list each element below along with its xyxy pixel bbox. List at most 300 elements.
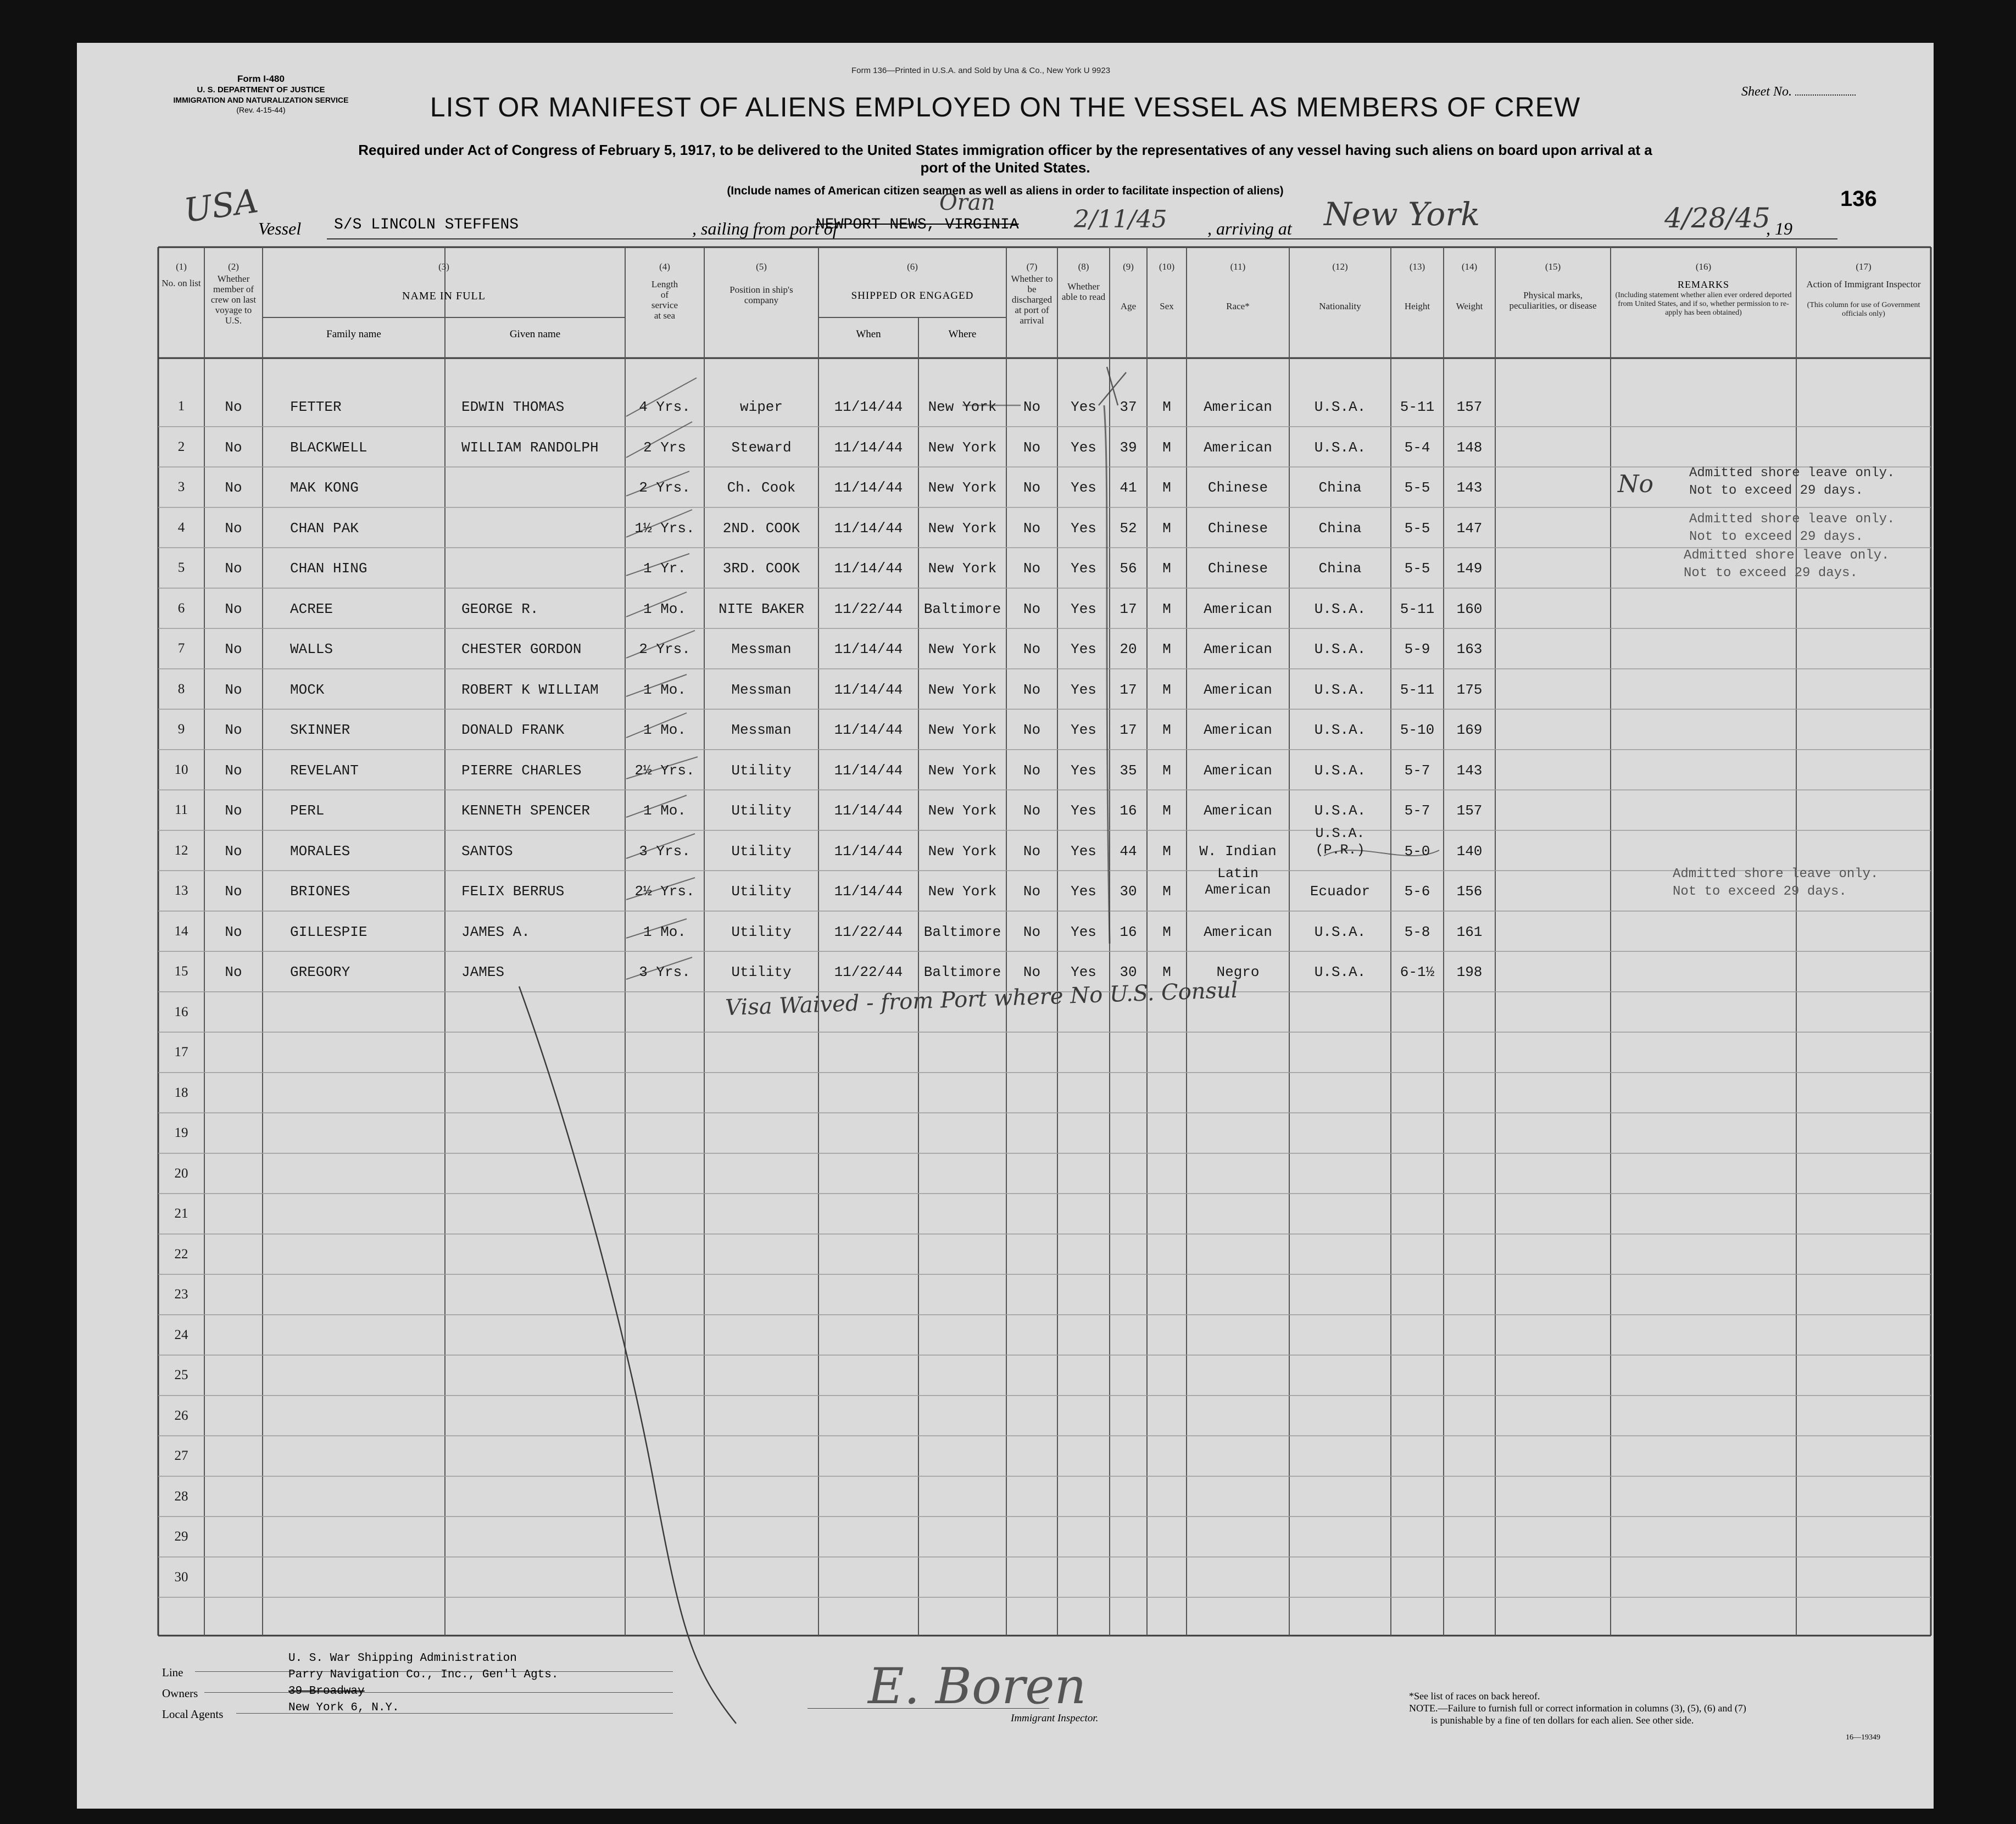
cell-shipped-when: 11/14/44 — [834, 560, 903, 577]
cell-prev-voyage: No — [225, 964, 242, 980]
col10-number: (10) — [1159, 261, 1175, 272]
cell-service-length: 3 Yrs. — [639, 964, 690, 980]
cell-service-length: 4 Yrs. — [639, 399, 690, 415]
cell-prev-voyage: No — [225, 802, 242, 819]
cell-race: Chinese — [1207, 560, 1268, 577]
cell-age: 30 — [1120, 964, 1137, 980]
cell-prev-voyage: No — [225, 681, 242, 698]
cell-shipped-when: 11/14/44 — [834, 762, 903, 779]
footer-agents-label: Local Agents — [162, 1708, 224, 1721]
cell-nationality: U.S.A. — [1314, 762, 1366, 779]
cell-height: 5-11 — [1400, 600, 1435, 617]
cell-shipped-where: New York — [928, 641, 997, 657]
cell-able-to-read: Yes — [1071, 560, 1096, 577]
row-number: 20 — [174, 1165, 188, 1181]
col5-number: (5) — [756, 261, 767, 272]
cell-age: 39 — [1120, 439, 1137, 456]
cell-discharged: No — [1023, 600, 1041, 617]
cell-discharged: No — [1023, 923, 1041, 940]
footer-owners-value: Parry Navigation Co., Inc., Gen'l Agts. — [288, 1669, 559, 1681]
cell-given-name: PIERRE CHARLES — [461, 762, 582, 779]
cell-sex: M — [1162, 600, 1171, 617]
sailing-date: 2/11/45 — [1074, 205, 1167, 233]
cell-nationality: U.S.A. (P.R.) — [1315, 825, 1365, 858]
cell-shipped-when: 11/14/44 — [834, 399, 903, 415]
cell-weight: 143 — [1456, 762, 1483, 779]
remark-row3-line1: Admitted shore leave only. — [1689, 466, 1895, 481]
cell-weight: 149 — [1456, 560, 1483, 577]
row-number: 8 — [177, 681, 185, 696]
col17-subheader: (This column for use of Government officials only) — [1807, 301, 1920, 318]
cell-weight: 198 — [1456, 964, 1483, 980]
cell-sex: M — [1162, 560, 1171, 577]
cell-position: Messman — [731, 722, 792, 738]
row-number: 11 — [174, 802, 188, 817]
cell-prev-voyage: No — [225, 600, 242, 617]
cell-family-name: WALLS — [290, 641, 333, 657]
cell-service-length: 3 Yrs. — [639, 843, 690, 860]
cell-able-to-read: Yes — [1071, 762, 1096, 779]
cell-prev-voyage: No — [225, 439, 242, 456]
cell-nationality: U.S.A. — [1314, 681, 1366, 698]
cell-given-name: FELIX BERRUS — [461, 883, 565, 900]
cell-shipped-when: 11/14/44 — [834, 439, 903, 456]
cell-race: American — [1204, 600, 1272, 617]
cell-family-name: SKINNER — [290, 722, 350, 738]
col4-number: (4) — [659, 261, 670, 272]
cell-shipped-where: New York — [928, 399, 997, 415]
col7-number: (7) — [1026, 261, 1038, 272]
footer-line-value: U. S. War Shipping Administration — [288, 1652, 517, 1665]
cell-family-name: PERL — [290, 802, 325, 819]
races-note: *See list of races on back hereof. — [1409, 1691, 1540, 1702]
cell-able-to-read: Yes — [1071, 520, 1096, 537]
col6-number: (6) — [907, 261, 918, 272]
row-number: 5 — [177, 560, 185, 575]
cell-service-length: 2 Yrs. — [639, 641, 690, 657]
handwritten-country: USA — [181, 181, 261, 231]
cell-family-name: ACREE — [290, 600, 333, 617]
cell-age: 17 — [1120, 722, 1137, 738]
col1-header: No. on list — [161, 278, 201, 288]
cell-family-name: BLACKWELL — [290, 439, 367, 456]
cell-sex: M — [1162, 399, 1171, 415]
cell-shipped-when: 11/14/44 — [834, 479, 903, 496]
cell-race: Negro — [1216, 964, 1260, 980]
cell-given-name: SANTOS — [461, 843, 513, 860]
cell-prev-voyage: No — [225, 520, 242, 537]
col8-number: (8) — [1078, 261, 1089, 272]
cell-shipped-when: 11/14/44 — [834, 883, 903, 900]
arriving-label: , arriving at — [1207, 219, 1292, 238]
cell-able-to-read: Yes — [1071, 681, 1096, 698]
arrival-date: 4/28/45 — [1664, 202, 1770, 234]
cell-height: 5-5 — [1404, 520, 1430, 537]
row-number: 16 — [174, 1004, 188, 1019]
cell-shipped-when: 11/14/44 — [834, 520, 903, 537]
row-number: 2 — [177, 439, 185, 454]
footer-underline-2 — [204, 1692, 673, 1693]
cell-sex: M — [1162, 883, 1171, 900]
col16-number: (16) — [1695, 261, 1712, 272]
cell-nationality: U.S.A. — [1314, 802, 1366, 819]
row-number: 21 — [174, 1206, 188, 1221]
row-number: 6 — [177, 600, 185, 616]
cell-family-name: MORALES — [290, 843, 350, 860]
cell-given-name: KENNETH SPENCER — [461, 802, 591, 819]
cell-sex: M — [1162, 641, 1171, 657]
col4-header: Length of service at sea — [651, 279, 678, 321]
cell-sex: M — [1162, 439, 1171, 456]
cell-shipped-when: 11/22/44 — [834, 923, 903, 940]
cell-weight: 163 — [1456, 641, 1483, 657]
cell-race: Chinese — [1207, 520, 1268, 537]
cell-height: 5-7 — [1404, 762, 1430, 779]
cell-race: American — [1204, 399, 1272, 415]
cell-prev-voyage: No — [225, 641, 242, 657]
service-name: IMMIGRATION AND NATURALIZATION SERVICE — [173, 96, 349, 104]
cell-height: 5-5 — [1404, 560, 1430, 577]
row-number: 28 — [174, 1488, 188, 1504]
col15-number: (15) — [1545, 261, 1561, 272]
col12-header: Nationality — [1319, 301, 1361, 311]
row-number: 19 — [174, 1125, 188, 1140]
cell-service-length: 2 Yrs — [643, 439, 686, 456]
row-number: 10 — [174, 762, 188, 777]
cell-height: 5-5 — [1404, 479, 1430, 496]
cell-shipped-where: Baltimore — [923, 600, 1001, 617]
row-number: 24 — [174, 1327, 188, 1342]
cell-race: Latin American — [1205, 866, 1271, 898]
cell-prev-voyage: No — [225, 762, 242, 779]
col12-number: (12) — [1332, 261, 1348, 272]
col6-when-header: When — [856, 328, 881, 340]
col13-header: Height — [1404, 301, 1430, 311]
remark-row3 — [1689, 465, 1895, 500]
cell-service-length: 1 Yr. — [643, 560, 686, 577]
cell-discharged: No — [1023, 802, 1041, 819]
cell-position: Utility — [731, 923, 792, 940]
cell-family-name: GREGORY — [290, 964, 350, 980]
cell-position: Utility — [731, 802, 792, 819]
subtitle-line2: port of the United States. — [920, 159, 1090, 176]
cell-sex: M — [1162, 802, 1171, 819]
col3-family-header: Family name — [326, 328, 381, 340]
cell-race: American — [1204, 681, 1272, 698]
arriving-port: New York — [1324, 196, 1480, 233]
remark-row5-line2: Not to exceed 29 days. — [1684, 566, 1858, 581]
cell-sex: M — [1162, 681, 1171, 698]
cell-discharged: No — [1023, 964, 1041, 980]
department-name: U. S. DEPARTMENT OF JUSTICE — [197, 85, 325, 94]
row-number: 15 — [174, 964, 188, 979]
cell-family-name: FETTER — [290, 399, 342, 415]
remark-row13 — [1673, 866, 1878, 901]
cell-nationality: U.S.A. — [1314, 600, 1366, 617]
cell-family-name: CHAN HING — [290, 560, 367, 577]
cell-weight: 148 — [1456, 439, 1483, 456]
cell-sex: M — [1162, 762, 1171, 779]
sailing-port: NEWPORT NEWS, VIRGINIA — [816, 216, 1019, 233]
footer-owners-address: 39 Broadway — [288, 1685, 365, 1698]
row-number: 4 — [177, 520, 185, 535]
cell-shipped-where: New York — [928, 520, 997, 537]
remark-row13-line1: Admitted shore leave only. — [1673, 867, 1879, 882]
cell-discharged: No — [1023, 641, 1041, 657]
cell-family-name: MOCK — [290, 681, 325, 698]
inspector-signature: E. Boren — [868, 1658, 1087, 1715]
cell-discharged: No — [1023, 479, 1041, 496]
cell-weight: 156 — [1456, 883, 1483, 900]
cell-race: W. Indian — [1199, 843, 1277, 860]
cell-given-name: JAMES A. — [461, 923, 530, 940]
col3-given-header: Given name — [509, 328, 561, 340]
cell-race: American — [1204, 439, 1272, 456]
col17-header: Action of Immigrant Inspector — [1806, 279, 1921, 289]
cell-nationality: U.S.A. — [1314, 722, 1366, 738]
cell-age: 52 — [1120, 520, 1137, 537]
cell-position: NITE BAKER — [718, 600, 805, 617]
row-number: 25 — [174, 1368, 188, 1382]
page-number: 136 — [1840, 187, 1877, 211]
cell-position: Ch. Cook — [727, 479, 796, 496]
cell-nationality: U.S.A. — [1314, 399, 1366, 415]
cell-prev-voyage: No — [225, 560, 242, 577]
cell-shipped-where: New York — [928, 479, 997, 496]
col14-number: (14) — [1461, 261, 1478, 272]
col9-header: Age — [1120, 301, 1137, 311]
remark-row4-line2: Not to exceed 29 days. — [1689, 529, 1863, 544]
col13-number: (13) — [1409, 261, 1425, 272]
cell-able-to-read: Yes — [1071, 641, 1096, 657]
col7-header: Whether to be discharged at port of arrival — [1011, 274, 1053, 326]
cell-able-to-read: Yes — [1071, 843, 1096, 860]
row-number: 14 — [174, 923, 188, 939]
fine-note-line1: NOTE.—Failure to furnish full or correct information in columns (3), (5), (6) and (7) — [1409, 1703, 1746, 1714]
col16-subheader: (Including statement whether alien ever ordered deported from United States, and if so, whether permission to re-apply has been obtained) — [1615, 291, 1792, 317]
cell-prev-voyage: No — [225, 923, 242, 940]
cell-shipped-where: New York — [928, 802, 997, 819]
sheet-label: Sheet No. — [1741, 85, 1792, 99]
cell-weight: 157 — [1456, 802, 1483, 819]
cell-age: 17 — [1120, 681, 1137, 698]
cell-family-name: REVELANT — [290, 762, 359, 779]
cell-shipped-where: New York — [928, 883, 997, 900]
subtitle-line1: Required under Act of Congress of February 5, 1917, to be delivered to the United States immigration officer by the representatives of any vessel having such aliens on board upon arrival at a — [358, 142, 1652, 158]
cell-service-length: 1½ Yrs. — [634, 520, 695, 537]
cell-family-name: MAK KONG — [290, 479, 359, 496]
col5-header: Position in ship's company — [729, 285, 793, 305]
cell-able-to-read: Yes — [1071, 802, 1096, 819]
cell-discharged: No — [1023, 439, 1041, 456]
row-number: 29 — [174, 1529, 188, 1544]
sailing-label: , sailing from port of — [692, 219, 838, 238]
footer-line-label: Line — [162, 1666, 183, 1679]
cell-weight: 169 — [1456, 722, 1483, 738]
cell-prev-voyage: No — [225, 843, 242, 860]
form-id: Form I-480 — [237, 74, 285, 84]
cell-sex: M — [1162, 964, 1171, 980]
cell-age: 56 — [1120, 560, 1137, 577]
cell-shipped-when: 11/14/44 — [834, 681, 903, 698]
cell-family-name: CHAN PAK — [290, 520, 359, 537]
visa-waived-note: Visa Waived - from Port where No U.S. Consul — [725, 977, 1239, 1021]
cell-nationality: China — [1318, 520, 1362, 537]
cell-nationality: U.S.A. — [1314, 964, 1366, 980]
cell-service-length: 1 Mo. — [643, 722, 686, 738]
cell-able-to-read: Yes — [1071, 439, 1096, 456]
cell-age: 44 — [1120, 843, 1137, 860]
cell-age: 16 — [1120, 923, 1137, 940]
row-number: 22 — [174, 1246, 188, 1262]
col15-header: Physical marks, peculiarities, or disease — [1509, 290, 1597, 311]
include-note: (Include names of American citizen seamen as well as aliens in order to facilitate inspection of aliens) — [727, 185, 1284, 197]
cell-position: 2ND. COOK — [722, 520, 800, 537]
row-number: 1 — [177, 399, 185, 414]
cell-shipped-where: Baltimore — [923, 964, 1001, 980]
cell-age: 20 — [1120, 641, 1137, 657]
row-number: 27 — [174, 1448, 188, 1463]
remark-row4-line1: Admitted shore leave only. — [1689, 512, 1895, 527]
cell-position: Messman — [731, 641, 792, 657]
row-number: 30 — [174, 1569, 188, 1585]
page-title: LIST OR MANIFEST OF ALIENS EMPLOYED ON THE VESSEL AS MEMBERS OF CREW — [430, 92, 1581, 122]
cell-height: 5-4 — [1404, 439, 1430, 456]
cell-shipped-where: New York — [928, 681, 997, 698]
cell-given-name: DONALD FRANK — [461, 722, 565, 738]
cell-able-to-read: Yes — [1071, 883, 1096, 900]
cell-weight: 161 — [1456, 923, 1483, 940]
row-number: 12 — [174, 843, 188, 858]
cell-discharged: No — [1023, 681, 1041, 698]
cell-sex: M — [1162, 722, 1171, 738]
cell-sex: M — [1162, 843, 1171, 860]
signature-line — [807, 1708, 1049, 1709]
cell-discharged: No — [1023, 843, 1041, 860]
col2-number: (2) — [228, 261, 239, 272]
remark-row5-line1: Admitted shore leave only. — [1684, 548, 1890, 563]
cell-height: 5-11 — [1400, 399, 1435, 415]
cell-age: 37 — [1120, 399, 1137, 415]
cell-sex: M — [1162, 923, 1171, 940]
col8-header: Whether able to read — [1061, 281, 1106, 302]
cell-race: American — [1204, 722, 1272, 738]
cell-age: 30 — [1120, 883, 1137, 900]
cell-shipped-when: 11/14/44 — [834, 843, 903, 860]
row-number: 18 — [174, 1085, 188, 1100]
cell-position: Messman — [731, 681, 792, 698]
cell-age: 16 — [1120, 802, 1137, 819]
cell-given-name: CHESTER GORDON — [461, 641, 582, 657]
cell-given-name: JAMES — [461, 964, 505, 980]
cell-height: 5-0 — [1404, 843, 1430, 860]
col14-header: Weight — [1456, 301, 1483, 311]
cell-position: Utility — [731, 883, 792, 900]
cell-position: 3RD. COOK — [722, 560, 800, 577]
cell-sex: M — [1162, 520, 1171, 537]
cell-height: 5-9 — [1404, 641, 1430, 657]
col2-header: Whether member of crew on last voyage to U.S. — [210, 274, 257, 326]
cell-nationality: U.S.A. — [1314, 641, 1366, 657]
cell-able-to-read: Yes — [1071, 479, 1096, 496]
cell-family-name: BRIONES — [290, 883, 350, 900]
cell-service-length: 1 Mo. — [643, 681, 686, 698]
col17-number: (17) — [1856, 261, 1872, 272]
col11-header: Race* — [1226, 301, 1250, 311]
cell-prev-voyage: No — [225, 399, 242, 415]
cell-race: American — [1204, 923, 1272, 940]
cell-service-length: 2½ Yrs. — [634, 762, 695, 779]
cell-weight: 175 — [1456, 681, 1483, 698]
cell-position: wiper — [739, 399, 783, 415]
cell-family-name: GILLESPIE — [290, 923, 367, 940]
cell-nationality: China — [1318, 560, 1362, 577]
cell-given-name: WILLIAM RANDOLPH — [461, 439, 599, 456]
row-number: 13 — [174, 883, 188, 898]
cell-shipped-where: Baltimore — [923, 923, 1001, 940]
form-code: 16—19349 — [1846, 1733, 1880, 1742]
col1-number: (1) — [176, 261, 187, 272]
row-number: 9 — [177, 722, 185, 737]
cell-shipped-where: New York — [928, 560, 997, 577]
cell-height: 5-7 — [1404, 802, 1430, 819]
cell-age: 41 — [1120, 479, 1137, 496]
cell-shipped-where: New York — [928, 439, 997, 456]
cell-height: 5-10 — [1400, 722, 1435, 738]
cell-height: 6-1½ — [1400, 964, 1435, 980]
cell-weight: 147 — [1456, 520, 1483, 537]
cell-discharged: No — [1023, 722, 1041, 738]
row-number: 23 — [174, 1287, 188, 1302]
cell-prev-voyage: No — [225, 722, 242, 738]
row-number: 17 — [174, 1045, 188, 1059]
cell-discharged: No — [1023, 883, 1041, 900]
cell-height: 5-11 — [1400, 681, 1435, 698]
cell-weight: 143 — [1456, 479, 1483, 496]
cell-shipped-where: New York — [928, 722, 997, 738]
cell-discharged: No — [1023, 560, 1041, 577]
cell-shipped-when: 11/14/44 — [834, 802, 903, 819]
fine-note-line2: is punishable by a fine of ten dollars for each alien. See other side. — [1431, 1715, 1694, 1726]
cell-position: Utility — [731, 843, 792, 860]
cell-shipped-when: 11/22/44 — [834, 600, 903, 617]
remark-row5 — [1684, 547, 1889, 582]
cell-shipped-when: 11/14/44 — [834, 722, 903, 738]
footer-agents-value: New York 6, N.Y. — [288, 1702, 399, 1714]
inspector-label: Immigrant Inspector. — [1011, 1713, 1099, 1724]
row-number: 3 — [177, 479, 185, 494]
cell-race: American — [1204, 762, 1272, 779]
cell-discharged: No — [1023, 762, 1041, 779]
cell-shipped-where: New York — [928, 762, 997, 779]
cell-weight: 140 — [1456, 843, 1483, 860]
cell-weight: 157 — [1456, 399, 1483, 415]
cell-weight: 160 — [1456, 600, 1483, 617]
col11-number: (11) — [1230, 261, 1246, 272]
cell-shipped-when: 11/22/44 — [834, 964, 903, 980]
col16-header: REMARKS — [1677, 279, 1730, 290]
remark-row3-line2: Not to exceed 29 days. — [1689, 483, 1863, 498]
cell-position: Utility — [731, 964, 792, 980]
remark-row4 — [1689, 511, 1895, 546]
col10-header: Sex — [1160, 301, 1174, 311]
cell-sex: M — [1162, 479, 1171, 496]
revision-note: (Rev. 4-15-44) — [236, 105, 286, 114]
cell-nationality: China — [1318, 479, 1362, 496]
cell-able-to-read: Yes — [1071, 399, 1096, 415]
printer-note: Form 136—Printed in U.S.A. and Sold by Una & Co., New York U 9923 — [851, 66, 1111, 75]
cell-discharged: No — [1023, 520, 1041, 537]
